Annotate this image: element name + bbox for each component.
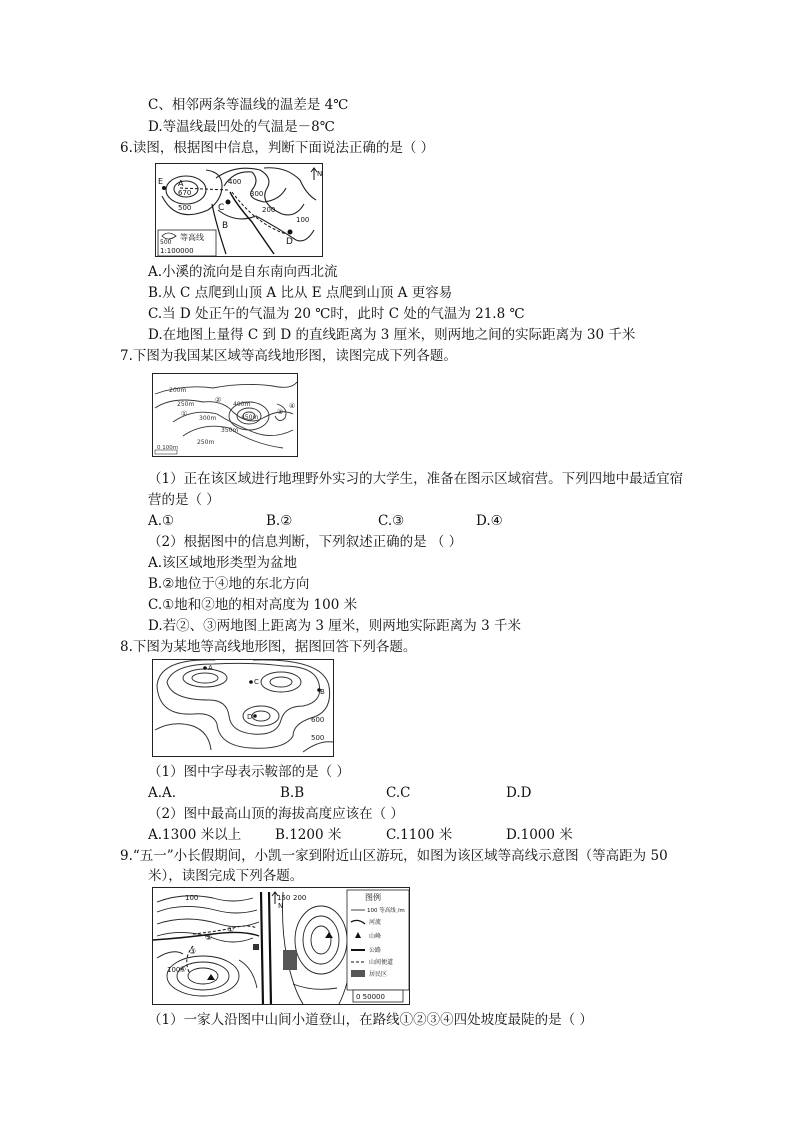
contour-line xyxy=(157,919,259,927)
contour-line xyxy=(293,984,337,989)
label-300m: 300m xyxy=(199,415,217,422)
label-200m: 200m xyxy=(169,387,187,394)
legend-title: 图例 xyxy=(365,893,381,902)
q9-stem-line2: 米），读图完成下列各题。 xyxy=(148,868,304,884)
contour-line xyxy=(157,660,330,748)
label-d: D xyxy=(247,713,253,721)
label-250m-top: 250m xyxy=(177,401,195,408)
q6-option-d: D.在地图上量得 C 到 D 的直线距离为 3 厘米，则两地之间的实际距离为 30 千米 xyxy=(148,327,636,343)
contour-line xyxy=(157,896,253,902)
route-marker-4: ④ xyxy=(179,965,187,974)
q9-contour-map xyxy=(152,887,410,1005)
north-label: N xyxy=(317,170,323,178)
point-c-marker xyxy=(226,200,231,205)
peak-icon xyxy=(325,932,333,938)
q9-stem-line1: 9.“五一”小长假期间，小凯一家到附近山区游玩，如图为该区域等高线示意图（等高距为 50 xyxy=(120,848,668,864)
scale-label: 1:100000 xyxy=(160,247,194,255)
q7-sub2-stem: （2）根据图中的信息判断，下列叙述正确的是 （ ） xyxy=(148,534,463,550)
label-350m: 350m xyxy=(221,427,239,434)
q7-sub1-stem-line2: 营的是（ ） xyxy=(148,492,220,508)
label-500: 500 xyxy=(311,734,325,742)
q8-sub2-option-b: B.1200 米 xyxy=(275,827,342,843)
marker-3: ③ xyxy=(277,408,284,416)
q6-stem: 6.读图，根据图中信息，判断下面说法正确的是（ ） xyxy=(120,140,435,156)
label-100-lower: 100 xyxy=(167,966,181,974)
legend-residential-icon xyxy=(351,970,365,977)
legend-road-label: 公路 xyxy=(369,947,382,954)
label-400: 400 xyxy=(228,178,242,186)
label-670: 670 xyxy=(178,189,192,197)
q6-option-a: A.小溪的流向是自东南向西北流 xyxy=(148,264,338,280)
label-e: E xyxy=(158,177,164,186)
point-a-marker xyxy=(203,666,207,670)
q7-sub1-option-b: B.② xyxy=(266,513,293,529)
q8-sub2-stem: （2）图中最高山顶的海拔高度应该在（ ） xyxy=(148,806,404,822)
point-d-marker xyxy=(253,714,257,718)
contour-line xyxy=(303,916,339,964)
label-400m: 400m xyxy=(233,401,251,408)
north-label: N xyxy=(278,902,284,910)
residential-area xyxy=(283,950,297,970)
marker-1: ① xyxy=(181,410,188,418)
q7-stem: 7.下图为我国某区域等高线地形图，读图完成下列各题。 xyxy=(120,348,457,364)
label-100: 100 xyxy=(296,216,310,224)
q5-option-d: D.等温线最凹处的气温是－8℃ xyxy=(148,119,335,135)
label-100-left: 100 xyxy=(185,894,199,902)
legend-peak-label: 山峰 xyxy=(369,933,382,940)
label-200: 200 xyxy=(293,894,307,902)
q7-sub1-option-c: C.③ xyxy=(378,513,405,529)
q6-map-drawing xyxy=(156,164,323,257)
q7-sub2-option-d: D.若②、③两地图上距离为 3 厘米，则两地实际距离为 3 千米 xyxy=(148,618,521,634)
point-e-marker xyxy=(162,186,166,190)
q6-option-b: B.从 C 点爬到山顶 A 比从 E 点爬到山顶 A 更容易 xyxy=(148,285,453,301)
label-b: B xyxy=(222,221,229,231)
contour-line xyxy=(188,968,218,984)
q6-option-c: C.当 D 处正午的气温为 20 ℃时，此时 C 处的气温为 21.8 ℃ xyxy=(148,306,525,322)
point-c-marker xyxy=(249,680,253,684)
q8-sub1-option-b: B.B xyxy=(280,785,305,801)
q7-sub2-option-b: B.②地位于④地的东北方向 xyxy=(148,576,310,592)
legend-trail-label: 山间便道 xyxy=(369,959,394,966)
route-marker-3: ③ xyxy=(189,947,197,956)
q8-contour-map xyxy=(152,659,334,757)
label-600: 600 xyxy=(311,716,325,724)
contour-line xyxy=(192,673,218,683)
contour-line xyxy=(270,677,292,687)
q8-sub2-option-a: A.1300 米以上 xyxy=(148,827,242,843)
route-line xyxy=(232,192,286,234)
q8-sub2-option-d: D.1000 米 xyxy=(506,827,573,843)
legend-value: 500 xyxy=(160,239,172,246)
contour-line xyxy=(261,672,301,692)
contour-line xyxy=(218,210,314,241)
q7-contour-map xyxy=(152,373,298,457)
q8-stem: 8.下图为某地等高线地形图，据图回答下列各题。 xyxy=(120,639,417,655)
scale-label: 0 100m xyxy=(157,445,179,451)
label-450m: 450m xyxy=(241,414,259,421)
contour-line xyxy=(155,724,211,750)
label-b: B xyxy=(320,688,325,696)
label-150: 150 xyxy=(277,894,291,902)
q8-map-drawing xyxy=(153,660,334,757)
legend-residential-label: 居民区 xyxy=(369,971,388,978)
q7-sub1-option-a: A.① xyxy=(148,513,175,529)
q7-map-drawing xyxy=(153,374,298,457)
legend-river-label: 河流 xyxy=(369,919,382,926)
contour-line xyxy=(283,892,307,1004)
peak-icon xyxy=(207,974,215,980)
contour-line xyxy=(311,926,331,954)
marker-2: ② xyxy=(215,396,222,404)
contour-line xyxy=(303,742,333,752)
residential-area xyxy=(253,944,259,950)
q8-sub1-option-c: C.C xyxy=(386,785,411,801)
q9-sub1-stem: （1）一家人沿图中山间小道登山，在路线①②③④四处坡度最陡的是（ ） xyxy=(148,1012,593,1028)
label-a: A xyxy=(208,664,213,672)
q7-sub2-option-c: C.①地和②地的相对高度为 100 米 xyxy=(148,597,358,613)
q8-sub1-option-a: A.A. xyxy=(148,785,177,801)
scale-label: 0 50000 xyxy=(356,993,385,1001)
route-marker-2: ② xyxy=(205,933,213,942)
q8-sub1-stem: （1）图中字母表示鞍部的是（ ） xyxy=(148,764,350,780)
q7-sub2-option-a: A.该区域地形类型为盆地 xyxy=(148,555,298,571)
q5-option-c: C、相邻两条等温线的温差是 4℃ xyxy=(148,97,349,113)
q8-sub1-option-d: D.D xyxy=(506,785,532,801)
contour-line xyxy=(167,663,320,734)
q9-map-drawing xyxy=(153,888,410,1005)
label-a: A xyxy=(178,179,184,188)
legend-contour-label: 100 等高线 /m xyxy=(367,908,405,914)
q7-sub1-stem-line1: （1）正在该区域进行地理野外实习的大学生，准备在图示区域宿营。下列四地中最适宜宿 xyxy=(148,471,684,487)
road-line xyxy=(269,892,271,1005)
contour-line xyxy=(264,168,316,200)
contour-line xyxy=(183,669,227,687)
q6-contour-map xyxy=(155,163,323,257)
marker-4: ④ xyxy=(289,402,296,410)
label-250m-bottom: 250m xyxy=(197,439,215,446)
road-line xyxy=(261,892,263,1005)
point-d-marker xyxy=(288,230,293,235)
label-d: D xyxy=(286,237,293,247)
label-500: 500 xyxy=(178,204,192,212)
q8-sub2-option-c: C.1100 米 xyxy=(386,827,453,843)
label-c: C xyxy=(218,203,225,213)
route-marker-1: ① xyxy=(227,925,235,934)
label-300: 300 xyxy=(250,190,264,198)
q7-sub1-option-d: D.④ xyxy=(476,513,503,529)
legend-label: 等高线 xyxy=(180,233,204,242)
label-c: C xyxy=(254,678,259,686)
contour-line xyxy=(157,906,257,913)
label-200: 200 xyxy=(262,206,276,214)
